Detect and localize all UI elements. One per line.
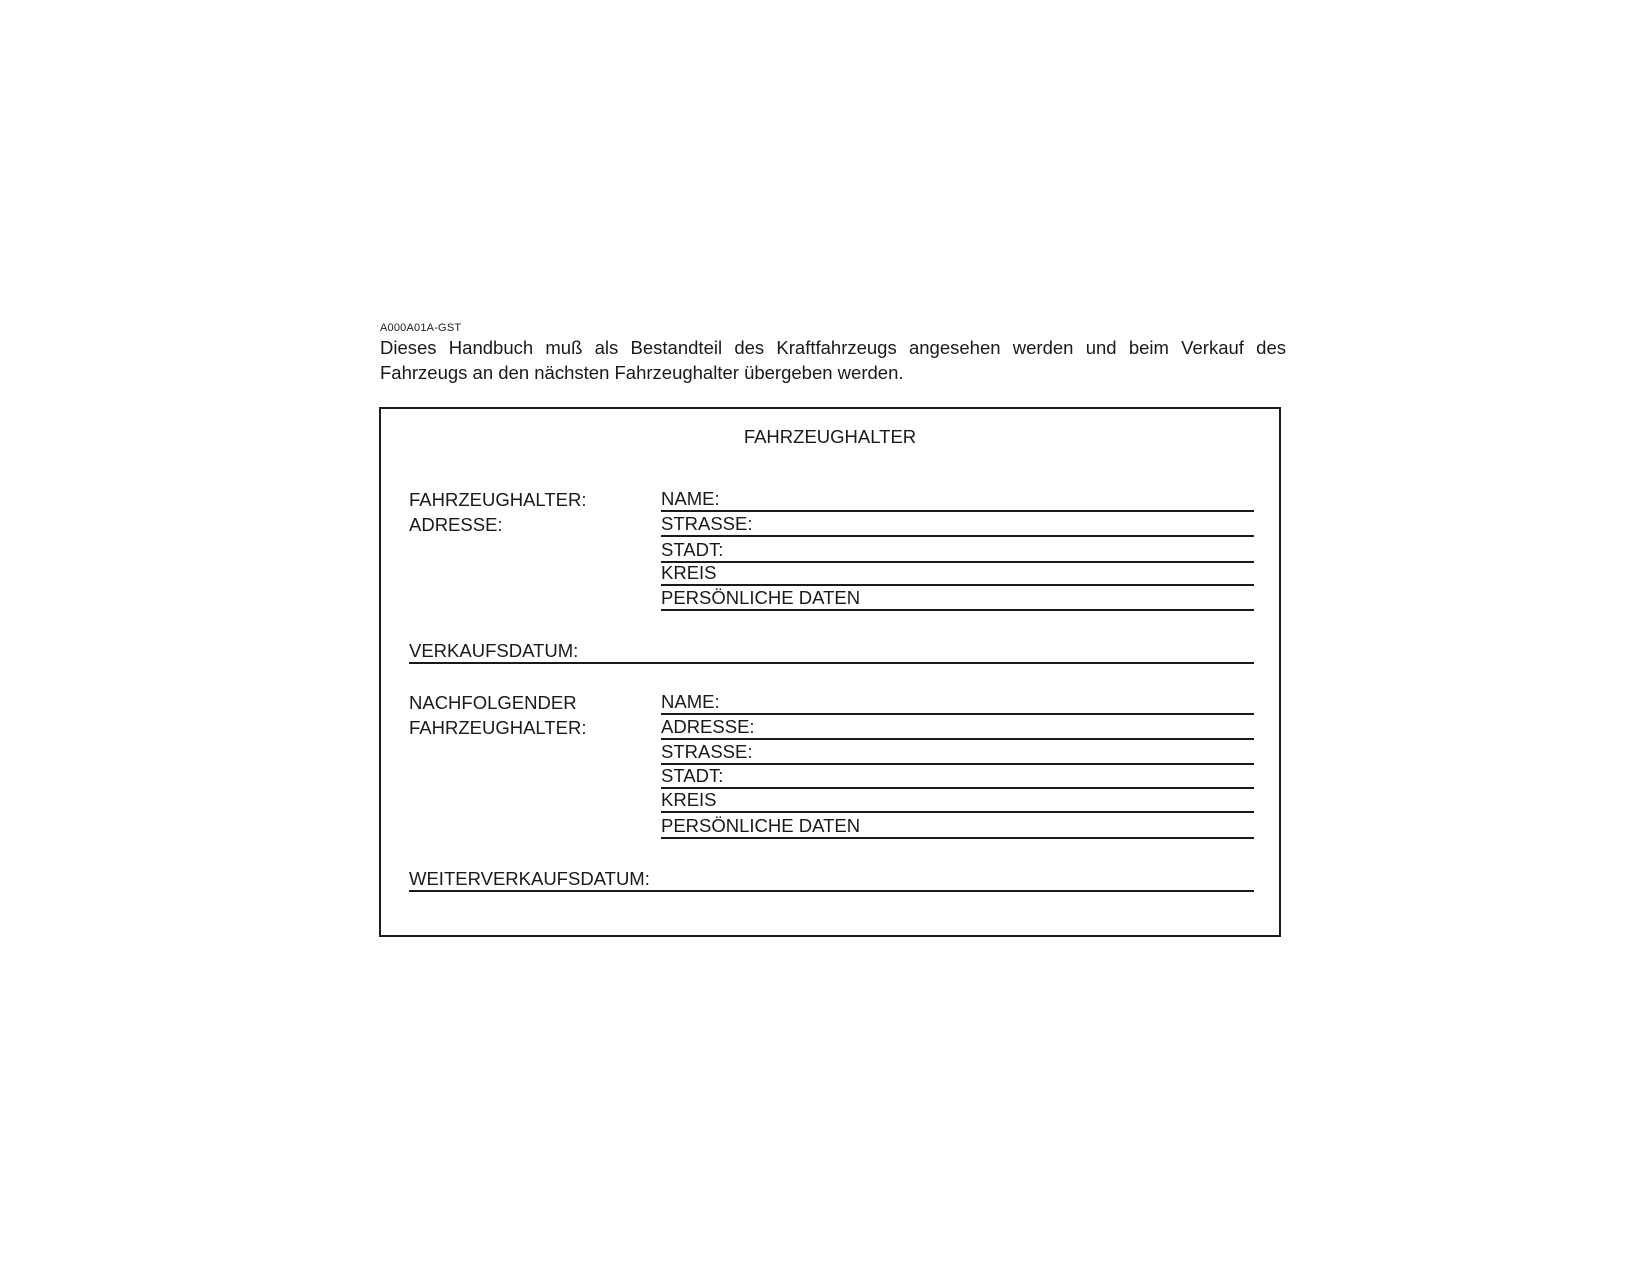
resale-date-field[interactable]: WEITERVERKAUFSDATUM: [409, 867, 1254, 892]
next-owner-district-field[interactable]: KREIS [661, 788, 1254, 813]
next-owner-label-line2: FAHRZEUGHALTER: [409, 717, 587, 738]
next-owner-city-field[interactable]: STADT: [661, 764, 1254, 789]
sale-date-field[interactable]: VERKAUFSDATUM: [409, 639, 1254, 664]
document-code: A000A01A-GST [380, 322, 462, 334]
owner-name-field[interactable]: NAME: [661, 487, 1254, 512]
next-owner-address-field[interactable]: ADRESSE: [661, 715, 1254, 740]
form-title: FAHRZEUGHALTER [743, 426, 917, 447]
next-owner-name-field[interactable]: NAME: [661, 690, 1254, 715]
owner-personal-data-field[interactable]: PERSÖNLICHE DATEN [661, 586, 1254, 611]
owner-district-field[interactable]: KREIS [661, 561, 1254, 586]
owner-street-field[interactable]: STRASSE: [661, 512, 1254, 537]
next-owner-label-line1: NACHFOLGENDER [409, 692, 577, 713]
owner-label: FAHRZEUGHALTER: [409, 489, 587, 510]
next-owner-street-field[interactable]: STRASSE: [661, 740, 1254, 765]
intro-paragraph: Dieses Handbuch muß als Bestandteil des Kraftfahrzeugs angesehen werden und beim Verkauf des Fahrzeugs an den nächsten Fahrzeughalter übergeben werden. [380, 337, 1286, 383]
owner-city-field[interactable]: STADT: [661, 538, 1254, 563]
owner-record-form [379, 407, 1281, 937]
owner-address-label: ADRESSE: [409, 514, 503, 535]
next-owner-personal-data-field[interactable]: PERSÖNLICHE DATEN [661, 814, 1254, 839]
